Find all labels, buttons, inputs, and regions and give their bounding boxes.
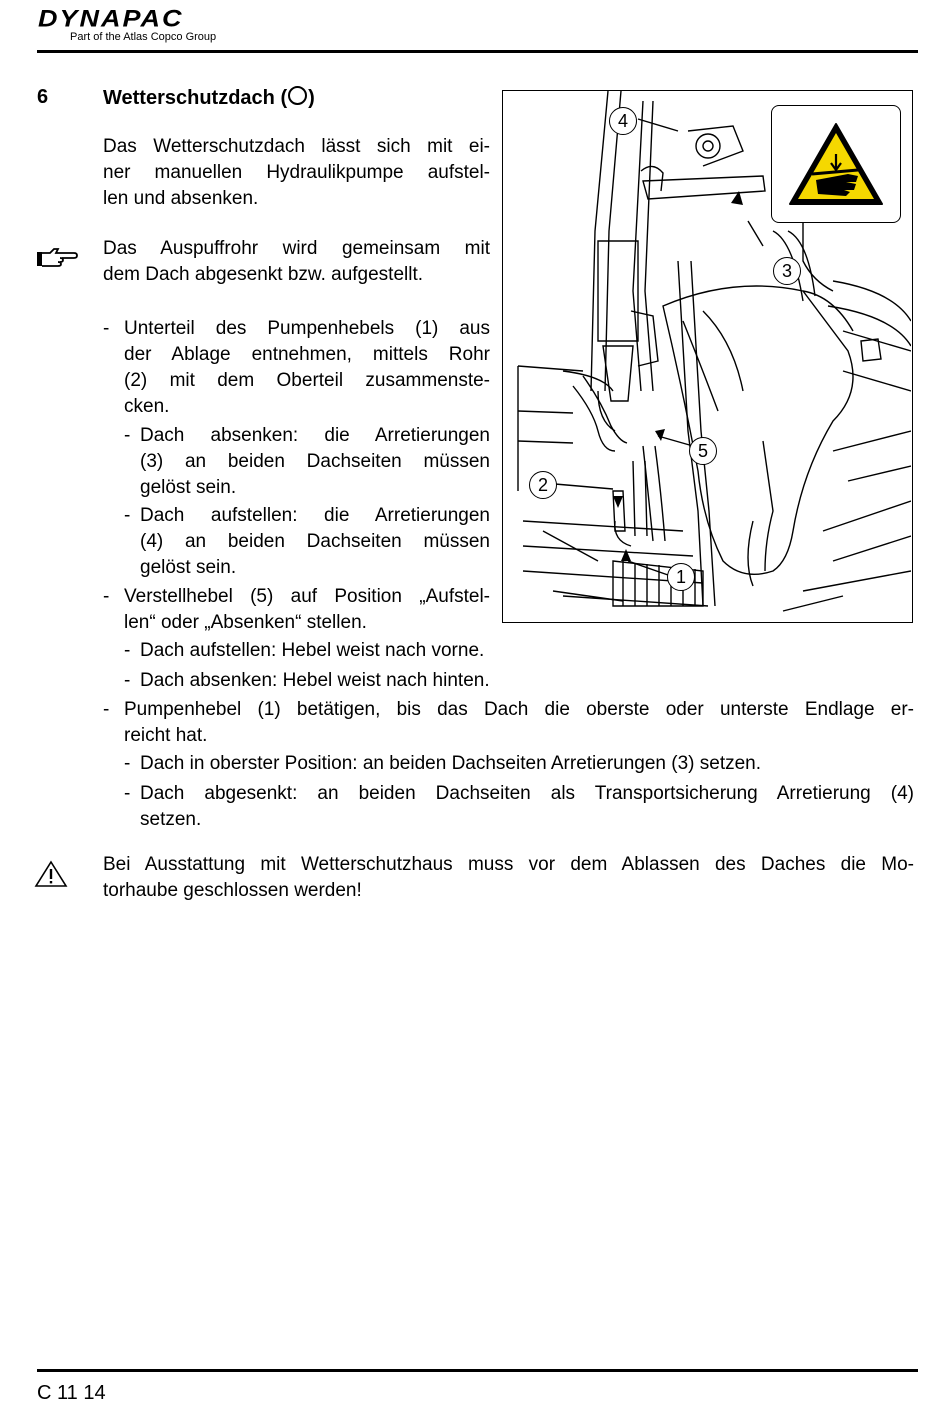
warning-triangle-icon [34,860,68,888]
note-line: dem Dach abgesenkt bzw. aufgestellt. [103,264,424,285]
page-code: C 11 14 [37,1382,106,1404]
callout-4: 4 [609,107,637,135]
step-line: Dach abgesenkt: an beiden Dachseiten als Transportsicherung Arretierung (4) [140,783,914,804]
step-line: reicht hat. [124,725,208,746]
step-line: (4) an beiden Dachseiten müssen [140,531,490,552]
substep-dash: - [124,425,131,446]
intro-line: len und absenken. [103,188,259,209]
section-title [103,86,315,110]
warning-line: Bei Ausstattung mit Wetterschutzhaus muss vor dem Ablassen des Daches die Mo- [103,854,914,875]
step-line: cken. [124,396,170,417]
step-line: (2) mit dem Oberteil zusammenste- [124,370,490,391]
step-1-text [124,316,490,420]
step-3a-text: Dach in oberster Position: an beiden Dachseiten Arretierungen (3) setzen. [140,753,762,774]
step-line: (3) an beiden Dachseiten müssen [140,451,490,472]
step-2-text [124,584,490,636]
section-title-end: ) [308,87,315,109]
header-divider [37,50,918,53]
step-line: Dach absenken: die Arretierungen [140,425,490,446]
step-3b-text [140,781,914,833]
step-line: len“ oder „Absenken“ stellen. [124,612,367,633]
brand-tagline: Part of the Atlas Copco Group [70,31,217,43]
step-dash: - [103,586,110,607]
callout-3: 3 [773,257,801,285]
pump-assembly-figure [502,90,913,623]
step-line: Dach aufstellen: die Arretierungen [140,505,490,526]
section-number: 6 [37,86,49,108]
brand-logo: DYNAPAC [38,5,184,32]
note-line: Das Auspuffrohr wird gemeinsam mit [103,238,490,259]
step-line: der Ablage entnehmen, mittels Rohr [124,344,490,365]
pointing-hand-icon [36,246,78,268]
step-line: gelöst sein. [140,477,237,498]
intro-paragraph [103,134,490,212]
step-1b-text [140,503,490,581]
callout-5: 5 [689,437,717,465]
note-paragraph [103,236,490,288]
substep-dash: - [124,753,131,774]
section-title-text: Wetterschutzdach ( [103,87,288,109]
step-line: setzen. [140,809,202,830]
footer-divider [37,1369,918,1372]
step-3-text [124,697,914,749]
step-dash: - [103,318,110,339]
callout-1: 1 [667,563,695,591]
intro-line: ner manuellen Hydraulikpumpe aufstel- [103,162,490,183]
warning-paragraph [103,852,914,904]
step-line: Pumpenhebel (1) betätigen, bis das Dach die oberste oder unterste Endlage er- [124,699,914,720]
step-dash: - [103,699,110,720]
callout-2: 2 [529,471,557,499]
substep-dash: - [124,640,131,661]
intro-line: Das Wetterschutzdach lässt sich mit ei- [103,136,490,157]
step-line: gelöst sein. [140,557,237,578]
substep-dash: - [124,783,131,804]
optional-equipment-icon [288,86,307,105]
warning-line: torhaube geschlossen werden! [103,880,362,901]
step-1a-text [140,423,490,501]
substep-dash: - [124,505,131,526]
hand-crush-warning-icon [771,105,901,223]
step-line: Verstellhebel (5) auf Position „Aufstel- [124,586,490,607]
step-2b-text: Dach absenken: Hebel weist nach hinten. [140,670,490,691]
substep-dash: - [124,670,131,691]
step-2a-text: Dach aufstellen: Hebel weist nach vorne. [140,640,485,661]
step-line: Unterteil des Pumpenhebels (1) aus [124,318,490,339]
